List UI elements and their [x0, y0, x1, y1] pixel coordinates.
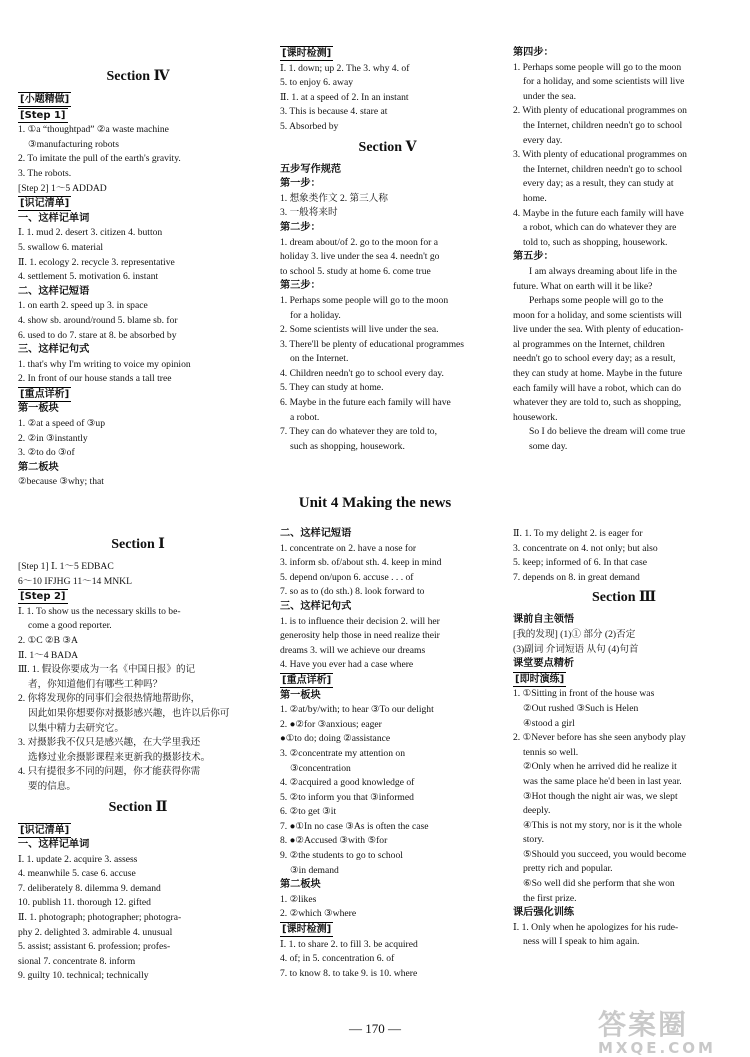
- section-label: [小题精做]: [20, 94, 70, 105]
- col1_bot-line: Ⅱ. 1～4 BADA: [18, 649, 79, 661]
- col1_bot-line: 以集中精力去研究它。: [28, 722, 124, 734]
- col3_top-line: under the sea.: [523, 90, 577, 102]
- col1_bot-line: Ⅰ. 1. update 2. acquire 3. assess: [18, 853, 138, 865]
- col1_top-line: ③manufacturing robots: [28, 138, 119, 150]
- col3_bot-line: [513, 672, 735, 688]
- col2_bot-line: 9. ②the students to go to school: [280, 850, 403, 862]
- col2_top-line: 5. They can study at home.: [280, 382, 384, 394]
- col2_top-line: 3. This is because 4. stare at: [280, 106, 388, 118]
- col1_bot-line: 2. ①C ②B ③A: [18, 634, 78, 646]
- col3_bot-line: ④stood a girl: [523, 717, 575, 729]
- col1_top-line: ②because ③why; that: [18, 476, 104, 488]
- col2_top-line: 1. 想象类作文 2. 第三人称: [280, 192, 388, 204]
- column-2-top: [280, 46, 495, 454]
- col3_bot-line: 2. ①Never before has she seen anybody play: [513, 732, 686, 744]
- col3_bot-line: Ⅰ. 1. Only when he apologizes for his rude-: [513, 921, 679, 933]
- col2_bot-line: ③in demand: [290, 864, 339, 876]
- page-number: — 170 —: [349, 1021, 401, 1036]
- col1_top-line: 三、这样记句式: [18, 344, 90, 356]
- col2_bot-line: 1. ②at/by/with; to hear ③To our delight: [280, 704, 434, 716]
- col2_top-line: 第二步：: [280, 221, 321, 233]
- col2_top-line: 5. Absorbed by: [280, 120, 339, 132]
- col2_top-line: 6. Maybe in the future each family will have: [280, 397, 451, 409]
- col1_top-line: 2. ②in ③instantly: [18, 432, 88, 444]
- col1_top-line: Section Ⅳ: [106, 69, 170, 84]
- section-label: [Step 2]: [20, 591, 66, 603]
- col2_bot-line: 第二板块: [280, 879, 321, 891]
- col2_top-line: for a holiday.: [290, 309, 341, 321]
- col1_top-line: [Step 2] 1～5 ADDAD: [18, 182, 107, 194]
- watermark-text: 答案圈: [598, 1008, 689, 1041]
- col2_bot-line: 二、这样记短语: [280, 528, 352, 539]
- col1_bot-line: 4. 只有提很多不同的问题，你才能获得你需: [18, 766, 201, 778]
- col2_bot-line: 5. ②to inform you that ③informed: [280, 791, 414, 803]
- col3_bot-line: ③Hot though the night air was, we slept: [523, 790, 678, 802]
- col3_bot-line: [我的发现] (1)① 部分 (2)否定: [513, 628, 636, 640]
- col1_top-line: 3. The robots.: [18, 167, 72, 179]
- col2_bot-line: ●①to do; doing ②assistance: [280, 733, 391, 745]
- col3_bot-line: ness will I speak to him again.: [523, 936, 640, 948]
- column-3-bottom: [513, 527, 735, 950]
- col2_top-line: holiday 3. live under the sea 4. needn't go: [280, 251, 440, 263]
- col1_bot-line: 选修过业余摄影课程来更新我的摄影技术。: [28, 751, 211, 763]
- col3_bot-line: 5. keep; informed of 6. In that case: [513, 557, 647, 569]
- col3_top-line: the Internet, children needn't go to school: [523, 163, 683, 175]
- col1_top-line: [18, 196, 258, 212]
- col2_bot-line: 2. ●②for ③anxious; eager: [280, 718, 382, 730]
- col3_top-line: 1. Perhaps some people will go to the moon: [513, 61, 682, 73]
- col1_top-line: 4. show sb. around/round 5. blame sb. for: [18, 314, 178, 326]
- watermark-logo: [598, 1003, 738, 1057]
- col2_bot-line: 4. ②acquired a good knowledge of: [280, 777, 415, 789]
- col3_top-line: future. What on earth will it be like?: [513, 280, 653, 292]
- col1_bot-line: Section Ⅰ: [111, 537, 165, 552]
- col1_top-line: 1. ②at a speed of ③up: [18, 418, 105, 430]
- column-3-top: [513, 46, 735, 455]
- col2_bot-line: generosity help those in need realize their: [280, 630, 440, 642]
- col1_bot-line: 6～10 IFJHG 11～14 MNKL: [18, 575, 132, 587]
- col2_bot-line: 第一板块: [280, 689, 321, 701]
- col1_top-line: 1. that's why I'm writing to voice my opinion: [18, 358, 191, 370]
- col2_bot-line: 6. ②to get ③it: [280, 806, 337, 818]
- col1_bot-line: 9. guilty 10. technical; technically: [18, 970, 149, 982]
- col1_top-line: 2. In front of our house stands a tall tree: [18, 373, 172, 385]
- section-label: [Step 1]: [20, 109, 66, 121]
- col2_top-line: 5. to enjoy 6. away: [280, 77, 354, 89]
- col3_bot-line: tennis so well.: [523, 746, 579, 758]
- col1_bot-line: 4. meanwhile 5. case 6. accuse: [18, 868, 136, 880]
- col3_bot-line: the first prize.: [523, 892, 577, 904]
- col1_top-line: 二、这样记短语: [18, 285, 90, 297]
- col3_top-line: told to, such as shopping, housework.: [523, 236, 668, 248]
- col3_bot-line: Section Ⅲ: [591, 590, 657, 606]
- col2_bot-line: ③concentration: [290, 762, 351, 774]
- col2_bot-line: [280, 922, 495, 938]
- col1_bot-line: [18, 589, 258, 605]
- col1_bot-line: 7. deliberately 8. dilemma 9. demand: [18, 882, 161, 894]
- col3_top-line: I am always dreaming about life in the: [529, 265, 677, 277]
- col2_top-line: on the Internet.: [290, 353, 349, 365]
- col1_top-line: 第二板块: [18, 461, 59, 473]
- col3_bot-line: was the same place he'd been in last year.: [523, 775, 682, 787]
- col3_top-line: housework.: [513, 411, 558, 423]
- col2_top-line: such as shopping, housework.: [290, 440, 405, 452]
- col1_top-line: 第一板块: [18, 403, 59, 415]
- col2_bot-line: 三、这样记句式: [280, 600, 352, 612]
- col1_bot-line: 10. publish 11. thorough 12. gifted: [18, 897, 151, 909]
- col2_top-line: Ⅱ. 1. at a speed of 2. In an instant: [280, 91, 409, 103]
- col2_bot-line: 7. so as to (do sth.) 8. look forward to: [280, 586, 425, 598]
- column-1-top: [18, 64, 258, 490]
- col1_top-line: [18, 108, 258, 124]
- col2_bot-line: 1. is to influence their decision 2. will her: [280, 615, 440, 627]
- col2_top-line: Ⅰ. 1. down; up 2. The 3. why 4. of: [280, 62, 410, 74]
- col2_bot-line: 7. to know 8. to take 9. is 10. where: [280, 967, 418, 979]
- col1_bot-line: Section Ⅱ: [108, 799, 168, 815]
- col1_top-line: [18, 92, 258, 108]
- col2_bot-line: Ⅰ. 1. to share 2. to fill 3. be acquired: [280, 938, 418, 950]
- section-label: [识记清单]: [20, 824, 70, 836]
- col2_bot-line: 1. concentrate on 2. have a nose for: [280, 542, 417, 554]
- col3_bot-line: ⑤Should you succeed, you would become: [523, 848, 687, 860]
- col2_top-line: Section Ⅴ: [358, 139, 417, 155]
- col2_bot-line: [280, 673, 495, 689]
- col1_top-line: 2. To imitate the pull of the earth's gravity.: [18, 153, 181, 165]
- section-label: [课时检测]: [282, 48, 332, 59]
- col3_bot-line: ⑥So well did she perform that she won: [523, 878, 675, 890]
- col2_bot-line: 5. depend on/upon 6. accuse . . . of: [280, 571, 414, 583]
- column-1-bottom: [18, 532, 258, 984]
- col3_top-line: for a holiday, and some scientists will live: [523, 76, 685, 88]
- col1_bot-line: sional 7. concentrate 8. inform: [18, 955, 136, 967]
- col1_top-line: 3. ②to do ③of: [18, 447, 75, 459]
- section-label: [即时演练]: [515, 673, 565, 685]
- watermark-url: MXQE.COM: [598, 1039, 716, 1057]
- col1_top-line: Ⅰ. 1. mud 2. desert 3. citizen 4. button: [18, 227, 163, 239]
- section-label: [重点详析]: [20, 388, 70, 400]
- col3_top-line: each family will have a robot, which can do: [513, 382, 682, 394]
- col3_bot-line: 7. depends on 8. in great demand: [513, 571, 640, 583]
- col1_top-line: 6. used to do 7. stare at 8. be absorbed by: [18, 329, 177, 341]
- col3_bot-line: (3)副词 介词短语 从句 (4)句首: [513, 643, 639, 655]
- col3_bot-line: 课前自主领悟: [513, 614, 575, 626]
- col2_top-line: 2. Some scientists will live under the sea.: [280, 324, 439, 336]
- col3_bot-line: 课后强化训练: [513, 907, 575, 919]
- col3_top-line: al programmes on the Internet, children: [513, 338, 665, 350]
- col2_top-line: a robot.: [290, 411, 320, 423]
- section-label: [重点详析]: [282, 674, 332, 686]
- col1_top-line: 一、这样记单词: [18, 212, 90, 224]
- col1_bot-line: 者，你知道他们有哪些工种吗？: [28, 678, 163, 690]
- col3_top-line: 第四步：: [513, 47, 554, 58]
- col3_top-line: a robot, which can do whatever they are: [523, 222, 677, 234]
- col3_bot-line: ④This is not my story, nor is it the whole: [523, 819, 682, 831]
- col3_top-line: moon for a holiday, and some scientists will: [513, 309, 682, 321]
- col3_top-line: whatever they are told to, such as shopping,: [513, 397, 682, 409]
- col3_top-line: 第五步：: [513, 251, 554, 263]
- col3_top-line: some day.: [529, 441, 568, 453]
- col3_top-line: 4. Maybe in the future each family will have: [513, 207, 684, 219]
- column-2-bottom: [280, 527, 495, 981]
- col3_top-line: 2. With plenty of educational programmes on: [513, 105, 687, 117]
- col3_bot-line: ②Out rushed ③Such is Helen: [523, 702, 639, 714]
- col2_top-line: 1. dream about/of 2. go to the moon for a: [280, 236, 438, 248]
- col1_top-line: 1. ①a “thoughtpad” ②a waste machine: [18, 124, 169, 136]
- col1_bot-line: 3. 对摄影我不仅只是感兴趣，在大学里我还: [18, 737, 201, 749]
- col2_top-line: to school 5. study at home 6. come true: [280, 265, 431, 277]
- col2_top-line: 五步写作规范: [280, 163, 342, 175]
- section-label: [识记清单]: [20, 198, 70, 210]
- col2_bot-line: 1. ②likes: [280, 893, 317, 905]
- col1_bot-line: phy 2. delighted 3. admirable 4. unusual: [18, 926, 173, 938]
- col3_top-line: 3. With plenty of educational programmes on: [513, 149, 687, 161]
- col1_bot-line: come a good reporter.: [28, 620, 112, 632]
- col3_top-line: they can study at home. Maybe in the future: [513, 368, 683, 380]
- col2_top-line: 第三步：: [280, 280, 321, 292]
- col3_top-line: every day; as a result, they can study at: [523, 178, 674, 190]
- col1_bot-line: 2. 你将发现你的同事们会很热情地帮助你，: [18, 693, 201, 705]
- col2_top-line: 第一步：: [280, 178, 321, 190]
- col2_top-line: 7. They can do whatever they are told to,: [280, 426, 437, 438]
- col3_bot-line: deeply.: [523, 805, 551, 817]
- col1_bot-line: [18, 823, 258, 839]
- col1_top-line: [18, 387, 258, 403]
- unit-title: Unit 4 Making the news: [298, 495, 452, 511]
- section-label: [课时检测]: [282, 924, 332, 936]
- col1_bot-line: [Step 1] Ⅰ. 1～5 EDBAC: [18, 561, 114, 572]
- col2_top-line: [280, 46, 495, 62]
- col1_bot-line: 因此如果你想要你对摄影感兴趣，也许以后你可: [28, 707, 230, 719]
- col1_bot-line: 5. assist; assistant 6. profession; profes-: [18, 941, 171, 953]
- col3_top-line: live under the sea. With plenty of education-: [513, 324, 684, 336]
- col3_bot-line: pretty rich and popular.: [523, 863, 613, 875]
- col3_bot-line: Ⅱ. 1. To my delight 2. is eager for: [513, 528, 643, 539]
- col2_bot-line: 3. ②concentrate my attention on: [280, 747, 406, 759]
- col2_bot-line: 4. of; in 5. concentration 6. of: [280, 953, 395, 965]
- col3_bot-line: 3. concentrate on 4. not only; but also: [513, 542, 658, 554]
- col3_top-line: needn't go to school every day; as a result,: [513, 353, 676, 365]
- col3_bot-line: story.: [523, 834, 544, 846]
- col2_top-line: 3. 一般将来时: [280, 207, 338, 219]
- col2_bot-line: 8. ●②Accused ③with ⑤for: [280, 835, 388, 847]
- col1_top-line: 5. swallow 6. material: [18, 241, 103, 253]
- col2_top-line: 1. Perhaps some people will go to the moon: [280, 294, 449, 306]
- col1_bot-line: Ⅰ. 1. To show us the necessary skills to be-: [18, 605, 181, 617]
- col2_bot-line: 3. inform sb. of/about sth. 4. keep in mind: [280, 557, 442, 569]
- col3_bot-line: 1. ①Sitting in front of the house was: [513, 688, 655, 700]
- col1_top-line: 4. settlement 5. motivation 6. instant: [18, 271, 159, 283]
- col2_bot-line: 7. ●①In no case ③As is often the case: [280, 820, 429, 832]
- col3_top-line: every day.: [523, 134, 563, 146]
- col2_top-line: 3. There'll be plenty of educational programmes: [280, 338, 465, 350]
- col1_bot-line: Ⅲ. 1. 假设你要成为一名《中国日报》的记: [18, 664, 196, 676]
- col1_bot-line: 要的信息。: [28, 780, 76, 792]
- col1_bot-line: 一、这样记单词: [18, 839, 90, 851]
- col1_top-line: 1. on earth 2. speed up 3. in space: [18, 300, 148, 312]
- col3_top-line: home.: [523, 192, 547, 204]
- col2_bot-line: dreams 3. will we achieve our dreams: [280, 644, 426, 656]
- col2_top-line: 4. Children needn't go to school every day.: [280, 367, 444, 379]
- col3_top-line: the Internet, children needn't go to school: [523, 119, 683, 131]
- col2_bot-line: 4. Have you ever had a case where: [280, 659, 414, 671]
- col3_top-line: So I do believe the dream will come true: [529, 426, 686, 438]
- col3_top-line: Perhaps some people will go to the: [529, 295, 664, 307]
- col3_bot-line: ②Only when he arrived did he realize it: [523, 761, 677, 773]
- col2_bot-line: 2. ②which ③where: [280, 908, 357, 920]
- col1_bot-line: Ⅱ. 1. photograph; photographer; photogra-: [18, 912, 182, 924]
- col1_top-line: Ⅱ. 1. ecology 2. recycle 3. representative: [18, 256, 175, 268]
- col3_bot-line: 课堂要点精析: [513, 658, 575, 670]
